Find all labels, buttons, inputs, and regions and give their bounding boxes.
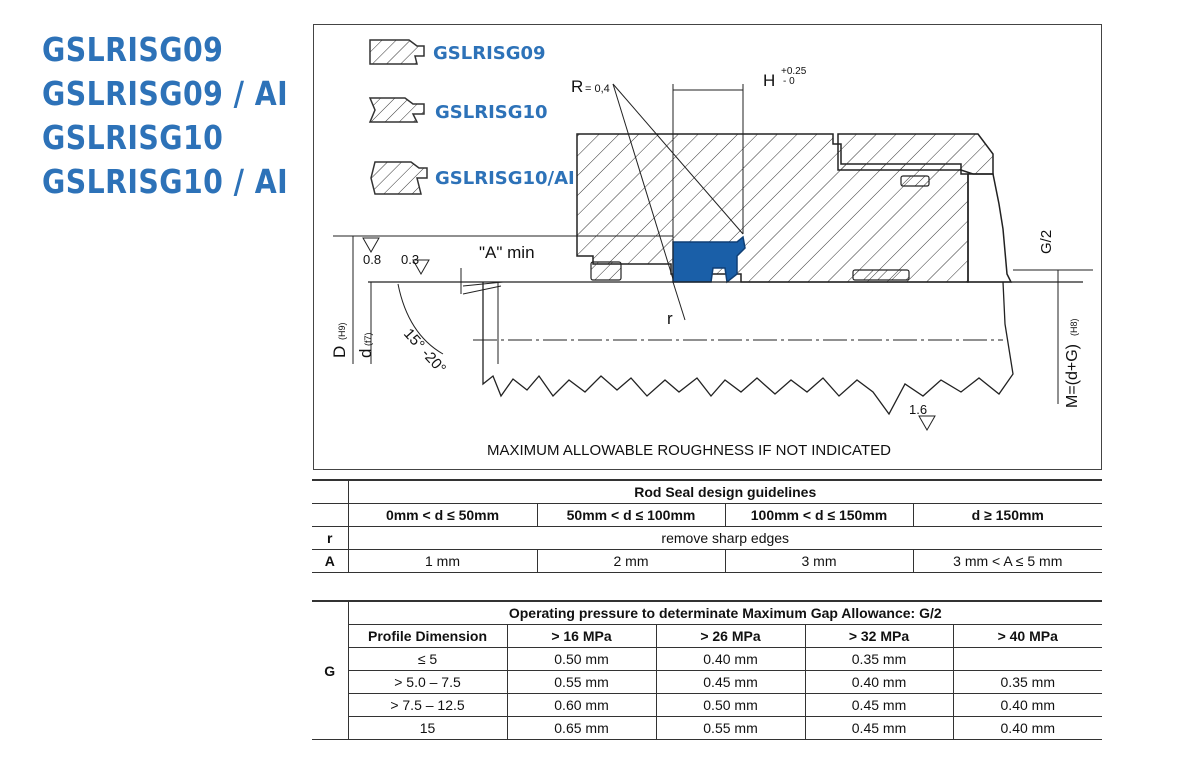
label-d-rod-tolerance: (f7) <box>363 332 373 346</box>
rod-table-header: 50mm < d ≤ 100mm <box>537 504 725 527</box>
gap-value: 0.60 mm <box>507 694 656 717</box>
gap-value: 0.55 mm <box>507 671 656 694</box>
table-row <box>312 671 1102 694</box>
label-h-tolerance-minus: - 0 <box>783 76 795 87</box>
drawing-svg <box>313 24 1102 470</box>
gap-table-header: > 40 MPa <box>953 625 1102 648</box>
profile-legend <box>370 40 575 194</box>
gap-value: 0.50 mm <box>656 694 805 717</box>
a-value: 2 mm <box>537 550 725 573</box>
profile-label: GSLRISG10/AI <box>435 168 575 189</box>
profile-g10-icon <box>370 98 424 122</box>
rod-seal-profile <box>673 237 745 282</box>
rod-table-title: Rod Seal design guidelines <box>348 480 1102 504</box>
technical-drawing <box>313 24 1102 470</box>
a-value: 3 mm <box>725 550 913 573</box>
table-row <box>312 717 1102 740</box>
profile-label: GSLRISG10 <box>435 102 548 123</box>
label-roughness-08: 0.8 <box>363 252 382 267</box>
gap-table-header: > 32 MPa <box>805 625 953 648</box>
gap-value: 0.40 mm <box>656 648 805 671</box>
gap-value: 0.45 mm <box>805 694 953 717</box>
gap-value: 0.40 mm <box>953 717 1102 740</box>
gap-table-header: Profile Dimension <box>348 625 507 648</box>
a-value: 3 mm < A ≤ 5 mm <box>913 550 1102 573</box>
gap-value: 0.45 mm <box>805 717 953 740</box>
label-m-tolerance: (H8) <box>1069 318 1079 336</box>
label-roughness-16: 1.6 <box>909 402 928 417</box>
r-value: remove sharp edges <box>348 527 1102 550</box>
gap-value: 0.65 mm <box>507 717 656 740</box>
label-d-rod: d <box>356 348 375 358</box>
label-r-radius: R <box>571 77 584 96</box>
gap-value: 0.35 mm <box>805 648 953 671</box>
gap-allowance-table <box>312 600 1102 740</box>
product-title: GSLRISG09 / AI <box>42 74 289 113</box>
label-r-radius-value: = 0,4 <box>585 83 610 95</box>
profile-g10-ai-icon <box>371 162 427 194</box>
gap-value: 0.35 mm <box>953 671 1102 694</box>
product-title: GSLRISG10 <box>42 118 224 157</box>
rod-seal-guidelines-table <box>312 479 1102 573</box>
label-g-half: G/2 <box>1038 229 1055 254</box>
gap-table-header: > 16 MPa <box>507 625 656 648</box>
product-title: GSLRISG10 / AI <box>42 162 289 201</box>
gap-value: 0.45 mm <box>656 671 805 694</box>
rod-table-header: 100mm < d ≤ 150mm <box>725 504 913 527</box>
profile-dimension: ≤ 5 <box>348 648 507 671</box>
profile-dimension: > 5.0 – 7.5 <box>348 671 507 694</box>
roughness-note: MAXIMUM ALLOWABLE ROUGHNESS IF NOT INDICATED <box>487 442 891 459</box>
gap-table-title: Operating pressure to determinate Maximum Gap Allowance: G/2 <box>348 601 1102 625</box>
label-r-edge: r <box>667 309 673 328</box>
profile-g09-icon <box>370 40 424 64</box>
row-label-a: A <box>312 550 348 573</box>
a-value: 1 mm <box>348 550 537 573</box>
table-corner <box>312 480 348 504</box>
label-a-min: "A" min <box>479 243 535 262</box>
profile-label: GSLRISG09 <box>433 43 546 64</box>
profile-dimension: > 7.5 – 12.5 <box>348 694 507 717</box>
product-titles <box>42 28 328 204</box>
label-h: H <box>763 71 776 90</box>
rod-table-header: 0mm < d ≤ 50mm <box>348 504 537 527</box>
row-label-r: r <box>312 527 348 550</box>
gap-value: 0.40 mm <box>805 671 953 694</box>
rod-table-header: d ≥ 150mm <box>913 504 1102 527</box>
gap-value: 0.40 mm <box>953 694 1102 717</box>
label-h-tolerance-plus: +0.25 <box>781 66 807 77</box>
table-row <box>312 648 1102 671</box>
profile-dimension: 15 <box>348 717 507 740</box>
label-m: M=(d+G) <box>1064 343 1081 408</box>
gap-table-header: > 26 MPa <box>656 625 805 648</box>
label-chamfer-angle: 15° -20° <box>400 325 450 378</box>
gap-value: 0.50 mm <box>507 648 656 671</box>
label-d-bore: D <box>330 345 349 358</box>
gap-value <box>953 648 1102 671</box>
label-roughness-03: 0.3 <box>401 252 420 267</box>
gap-value: 0.55 mm <box>656 717 805 740</box>
table-corner <box>312 504 348 527</box>
table-row <box>312 694 1102 717</box>
housing <box>577 134 1011 282</box>
rod <box>368 282 1083 414</box>
product-title: GSLRISG09 <box>42 30 224 69</box>
row-label-g: G <box>312 601 348 740</box>
label-d-bore-tolerance: (H9) <box>337 322 347 340</box>
